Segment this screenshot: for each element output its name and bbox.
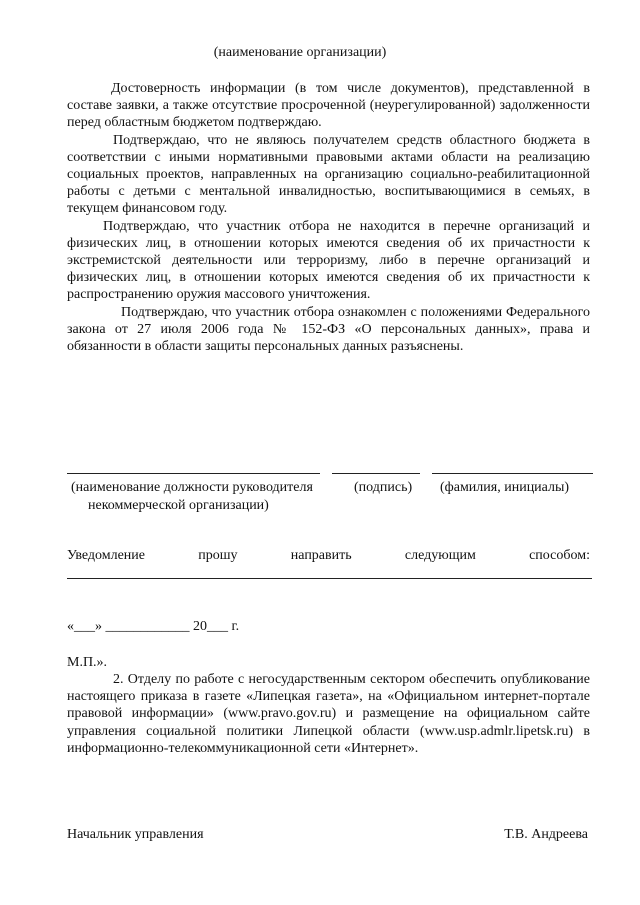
position-caption-line1: (наименование должности руководителя xyxy=(71,480,313,495)
order-section xyxy=(67,671,590,757)
notification-word: способом: xyxy=(529,548,590,563)
notification-method-line xyxy=(67,578,592,579)
organization-name-caption: (наименование организации) xyxy=(213,45,387,60)
confirmation-section xyxy=(67,80,590,355)
notification-row xyxy=(67,547,590,565)
sign-signature-line xyxy=(332,473,420,474)
notification-word: следующим xyxy=(404,548,476,563)
head-name: Т.В. Андреева xyxy=(504,827,588,842)
notification-word: прошу xyxy=(198,548,238,563)
paragraph-personal-data: Подтверждаю, что участник отбора ознакомлен с положениями Федерального закона от 27 июля 2006 года № 152-ФЗ «О персональных данных», права и обязанности в области защиты персональных данных разъяснены. xyxy=(67,304,590,355)
paragraph-reliability: Достоверность информации (в том числе документов), представленной в составе заявки, а также отсутствие просроченной (неурегулированной) задолженности перед областным бюджетом подтверждаю. xyxy=(67,81,590,131)
name-caption: (фамилия, инициалы) xyxy=(440,480,570,495)
position-caption-line2: некоммерческой организации) xyxy=(88,498,269,513)
paragraph-order-publication: 2. Отделу по работе с негосударственным сектором обеспечить опубликование настоящего приказа в газете «Липецкая газета», на «Официальном интернет-портале правовой информации» (www.pravo.gov.ru) и размещение на официальном сайте управления социальной политики Липецкой области (www.usp.admlr.lipetsk.ru) в информационно-телекоммуникационной сети «Интернет». xyxy=(67,672,590,756)
notification-word: направить xyxy=(290,548,352,563)
paragraph-not-recipient: Подтверждаю, что не являюсь получателем средств областного бюджета в соответствии с иными нормативными правовыми актами области на реализацию социальных проектов, направленных на организацию социально-реабилитационной работы с детьми с ментальной инвалидностью, воспитывающимися в семьях, в текущем финансовом году. xyxy=(67,132,590,217)
position-signature-line xyxy=(67,473,320,474)
name-signature-line xyxy=(432,473,593,474)
sign-caption: (подпись) xyxy=(354,480,413,495)
date-line: «___» ____________ 20___ г. xyxy=(67,619,240,634)
stamp-place: М.П.». xyxy=(67,655,108,670)
paragraph-not-in-list: Подтверждаю, что участник отбора не находится в перечне организаций и физических лиц, в отношении которых имеются сведения об их причастности к экстремистской деятельности или терроризму, либо в перечне организаций и физических лиц, в отношении которых имеются сведения об их причастности к распространению оружия массового уничтожения. xyxy=(67,218,590,303)
head-position: Начальник управления xyxy=(67,827,204,842)
notification-word: Уведомление xyxy=(67,548,146,563)
